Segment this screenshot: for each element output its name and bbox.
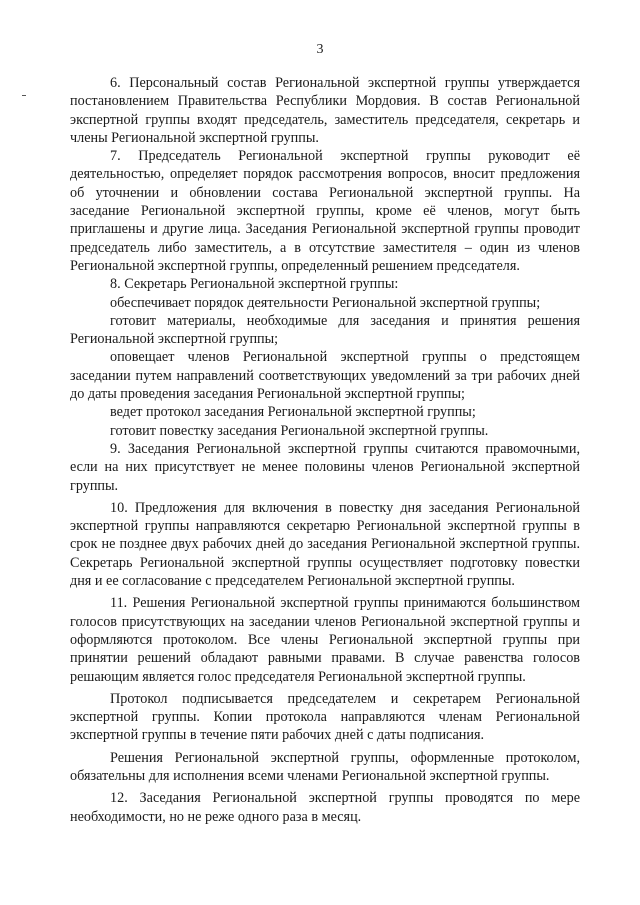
paragraph-8-item-3: оповещает членов Региональной экспертной группы о предстоящем заседании путем направлений соответствующих уведомлений за три рабочих дней до даты проведения заседания Региональной экспертной группы; [70, 349, 580, 403]
paragraph-8: 8. Секретарь Региональной экспертной группы: [110, 276, 399, 293]
paragraph-6: 6. Персональный состав Региональной экспертной группы утверждается постановлением Правительства Республики Мордовия. В состав Региональной экспертной группы входят председатель, заместитель председателя, секретарь и члены Региональной экспертной группы. [70, 75, 580, 146]
document-body [70, 74, 580, 826]
paragraph-7: 7. Председатель Региональной экспертной группы руководит её деятельностью, определяет порядок рассмотрения вопросов, вносит предложения об уточнении и обновлении состава Региональной экспертной группы. На заседание Региональной экспертной группы, кроме её членов, могут быть приглашены и другие лица. Заседания Региональной экспертной группы проводит председатель либо заместитель, а в отсутствие заместителя – один из членов Региональной экспертной группы, определенный решением председателя. [70, 148, 580, 274]
paragraph-11: 11. Решения Региональной экспертной группы принимаются большинством голосов присутствующих на заседании членов Региональной экспертной группы и оформляются протоколом. Все члены Региональной экспертной группы при принятии решений обладают равными правами. В случае равенства голосов решающим является голос председателя Региональной экспертной группы. [70, 595, 580, 685]
paragraph-11-protocol: Протокол подписывается председателем и секретарем Региональной экспертной группы. Копии протокола направляются членам Региональной экспертной группы в течение пяти рабочих дней с даты подписания. [70, 690, 580, 744]
paragraph-10: 10. Предложения для включения в повестку дня заседания Региональной экспертной группы направляются секретарю Региональной экспертной группы в срок не позднее двух рабочих дней до заседания Региональной экспертной группы. Секретарь Региональной экспертной группы осуществляет подготовку повестки дня и ее согласование с председателем Региональной экспертной группы. [70, 499, 580, 590]
paragraph-8-item-5: готовит повестку заседания Региональной экспертной группы. [110, 422, 489, 439]
margin-mark [22, 95, 26, 96]
paragraph-8-item-1: обеспечивает порядок деятельности Региональной экспертной группы; [110, 294, 541, 311]
paragraph-8-item-4: ведет протокол заседания Региональной экспертной группы; [110, 404, 476, 421]
paragraph-9: 9. Заседания Региональной экспертной группы считаются правомочными, если на них присутствует не менее половины членов Региональной экспертной группы. [70, 440, 580, 494]
paragraph-8-item-2: готовит материалы, необходимые для заседания и принятия решения Региональной экспертной группы; [70, 312, 580, 348]
page-number: 3 [316, 42, 324, 57]
paragraph-12: 12. Заседания Региональной экспертной группы проводятся по мере необходимости, но не реже одного раза в месяц. [70, 790, 580, 825]
paragraph-11-decisions: Решения Региональной экспертной группы, оформленные протоколом, обязательны для исполнения всеми членами Региональной экспертной группы. [70, 749, 580, 784]
